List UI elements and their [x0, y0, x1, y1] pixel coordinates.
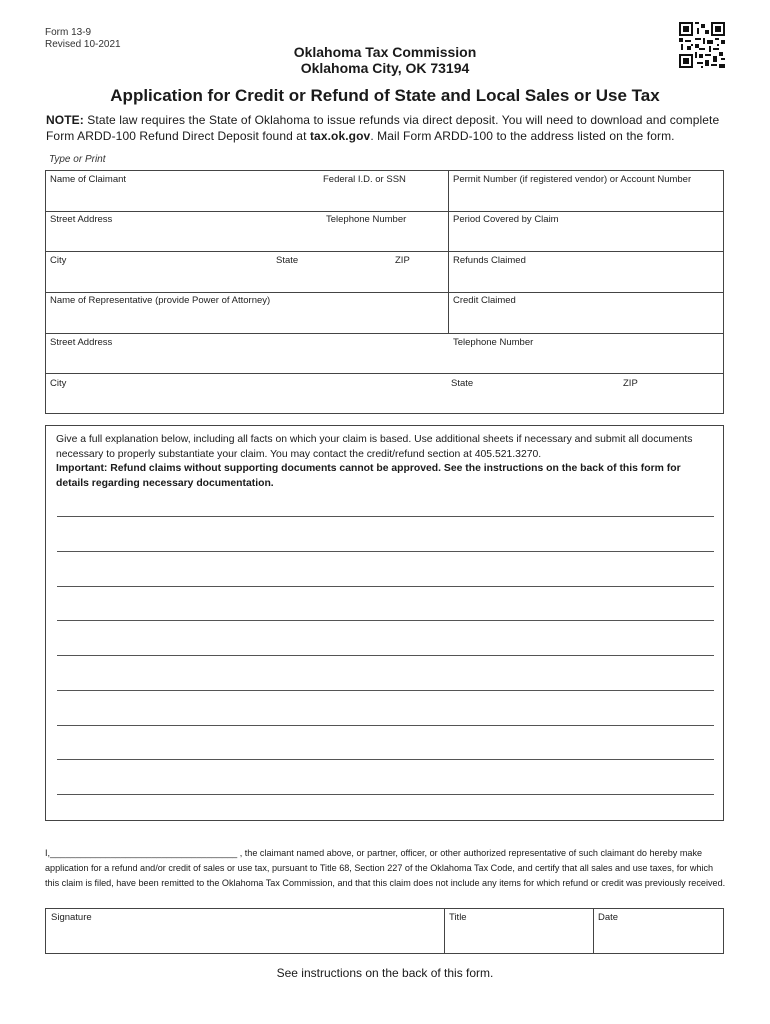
revision-date: Revised 10-2021: [45, 39, 121, 50]
explanation-intro: Give a full explanation below, including all facts on which your claim is based. Use additional sheets if necessary and submit all documents necessary to properly substantiate your claim. You may contact the credit/refund section at 405.521.3270.: [56, 434, 693, 460]
city-field[interactable]: City: [50, 255, 67, 266]
rep-zip-field[interactable]: ZIP: [623, 378, 638, 389]
explanation-line[interactable]: [57, 516, 714, 517]
period-covered-field[interactable]: Period Covered by Claim: [453, 214, 559, 225]
telephone-field[interactable]: Telephone Number: [326, 214, 407, 225]
explanation-line[interactable]: [57, 690, 714, 691]
agency-address: Oklahoma City, OK 73194: [300, 60, 470, 76]
rep-city-field[interactable]: City: [50, 378, 67, 389]
page-title: Application for Credit or Refund of State and Local Sales or Use Tax: [110, 86, 660, 105]
signature-field[interactable]: Signature: [51, 912, 92, 923]
important-notice: Important: Refund claims without supporting documents cannot be approved. See the instructions on the back of this form for details regarding necessary documentation.: [56, 463, 681, 489]
direct-deposit-note: [46, 112, 730, 144]
type-or-print-hint: Type or Print: [49, 154, 106, 165]
grid-divider: [46, 211, 723, 212]
rep-state-field[interactable]: State: [451, 378, 474, 389]
form-number: Form 13-9: [45, 27, 92, 38]
tax-website-link[interactable]: tax.ok.gov: [309, 129, 371, 143]
permit-number-field[interactable]: Permit Number (if registered vendor) or Account Number: [453, 174, 692, 185]
state-field[interactable]: State: [276, 255, 299, 266]
agency-name: Oklahoma Tax Commission: [293, 44, 477, 60]
name-of-claimant-field[interactable]: Name of Claimant: [50, 174, 127, 185]
rep-street-address-field[interactable]: Street Address: [50, 337, 113, 348]
rep-telephone-field[interactable]: Telephone Number: [453, 337, 534, 348]
explanation-line[interactable]: [57, 655, 714, 656]
street-address-field[interactable]: Street Address: [50, 214, 113, 225]
explanation-line[interactable]: [57, 551, 714, 552]
federal-id-field[interactable]: Federal I.D. or SSN: [323, 174, 406, 185]
signature-divider: [593, 909, 594, 953]
refunds-claimed-field[interactable]: Refunds Claimed: [453, 255, 526, 266]
representative-field[interactable]: Name of Representative (provide Power of Attorney): [50, 295, 271, 306]
explanation-line[interactable]: [57, 725, 714, 726]
claimant-info-grid: [45, 170, 724, 414]
title-field[interactable]: Title: [449, 912, 467, 923]
explanation-line[interactable]: [57, 759, 714, 760]
explanation-line[interactable]: [57, 794, 714, 795]
signature-block: [45, 908, 724, 954]
note-text-1: State law requires the State of Oklahoma to issue refunds via direct deposit. You will need to download and complete Form ARDD-100 Refund Direct Deposit found at: [46, 113, 720, 143]
certification-statement: I,_____________________________________ , the claimant named above, or partner, officer, or other authorized representative of such claimant do hereby make application for a refund and/or credit of sales or use tax, pursuant to Title 68, Section 227 of the Oklahoma Tax Code, and certify that all sales and use taxes, for which this claim is filed, have been remitted to the Oklahoma Tax Commission, and that this claim does not include any items for which refund or credit was previously received.: [45, 848, 726, 888]
qr-code-icon: [679, 22, 725, 68]
grid-divider: [46, 251, 723, 252]
note-text-2: . Mail Form ARDD-100 to the address listed on the form.: [370, 129, 675, 143]
grid-divider: [46, 333, 723, 334]
grid-column-divider: [448, 171, 449, 333]
date-field[interactable]: Date: [598, 912, 619, 923]
agency-heading: [0, 44, 770, 76]
explanation-instructions: [56, 433, 706, 491]
grid-divider: [46, 292, 723, 293]
grid-divider: [46, 373, 723, 374]
note-label: NOTE:: [46, 113, 84, 127]
explanation-line[interactable]: [57, 586, 714, 587]
footer-instructions: See instructions on the back of this form.: [276, 966, 494, 980]
explanation-line[interactable]: [57, 620, 714, 621]
zip-field[interactable]: ZIP: [395, 255, 410, 266]
signature-divider: [444, 909, 445, 953]
credit-claimed-field[interactable]: Credit Claimed: [453, 295, 516, 306]
explanation-box: [45, 425, 724, 821]
